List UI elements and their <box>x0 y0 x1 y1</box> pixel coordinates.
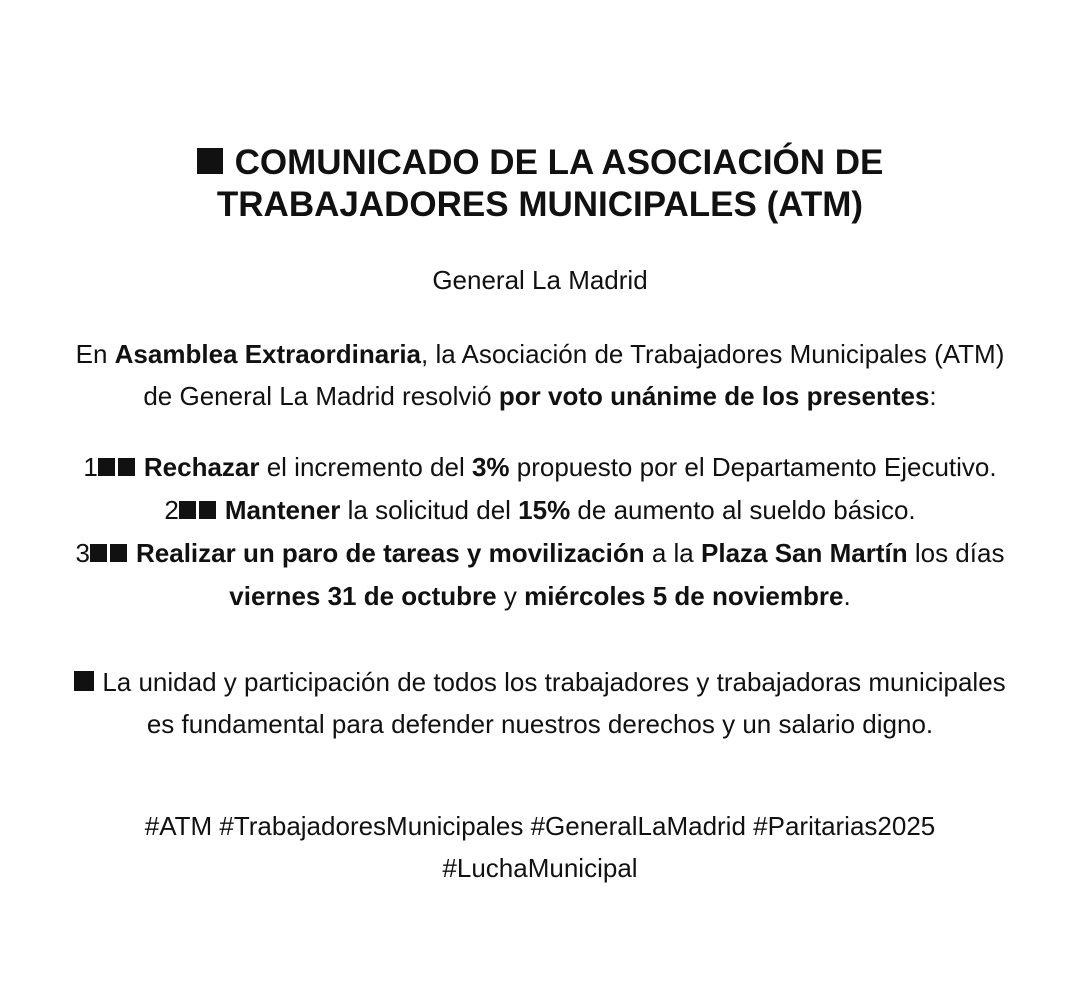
resolution-item-2: 2 Mantener la solicitud del 15% de aumento al sueldo básico. <box>164 495 916 525</box>
title-line-2: TRABAJADORES MUNICIPALES (ATM) <box>216 185 864 224</box>
hashtags-line-1: #ATM #TrabajadoresMunicipales #GeneralLaMadrid #Paritarias2025 <box>144 811 936 841</box>
closing-line-1: La unidad y participación de todos los trabajadores y trabajadoras municipales <box>0 666 1080 698</box>
resolution-item-1: 1 Rechazar el incremento del 3% propuesto por el Departamento Ejecutivo. <box>83 452 997 482</box>
double-square-icon <box>179 501 217 519</box>
hashtags-line-2: #LuchaMunicipal <box>442 853 638 883</box>
black-square-icon <box>197 148 223 174</box>
black-square-icon <box>74 671 94 691</box>
double-square-icon <box>98 458 136 476</box>
title-line-1: COMUNICADO DE LA ASOCIACIÓN DE <box>0 142 1080 184</box>
document-title <box>0 142 1080 226</box>
location-subtitle: General La Madrid <box>432 265 648 295</box>
resolution-item-3: 3 Realizar un paro de tareas y movilización a la Plaza San Martín los días <box>75 538 1005 568</box>
closing-line-2: es fundamental para defender nuestros derechos y un salario digno. <box>146 709 934 739</box>
intro-line-1: En Asamblea Extraordinaria, la Asociación de Trabajadores Municipales (ATM) <box>75 339 1005 369</box>
double-square-icon <box>90 544 128 562</box>
resolution-item-3-continued: viernes 31 de octubre y miércoles 5 de noviembre. <box>229 581 851 611</box>
intro-line-2: de General La Madrid resolvió por voto unánime de los presentes: <box>143 381 937 411</box>
